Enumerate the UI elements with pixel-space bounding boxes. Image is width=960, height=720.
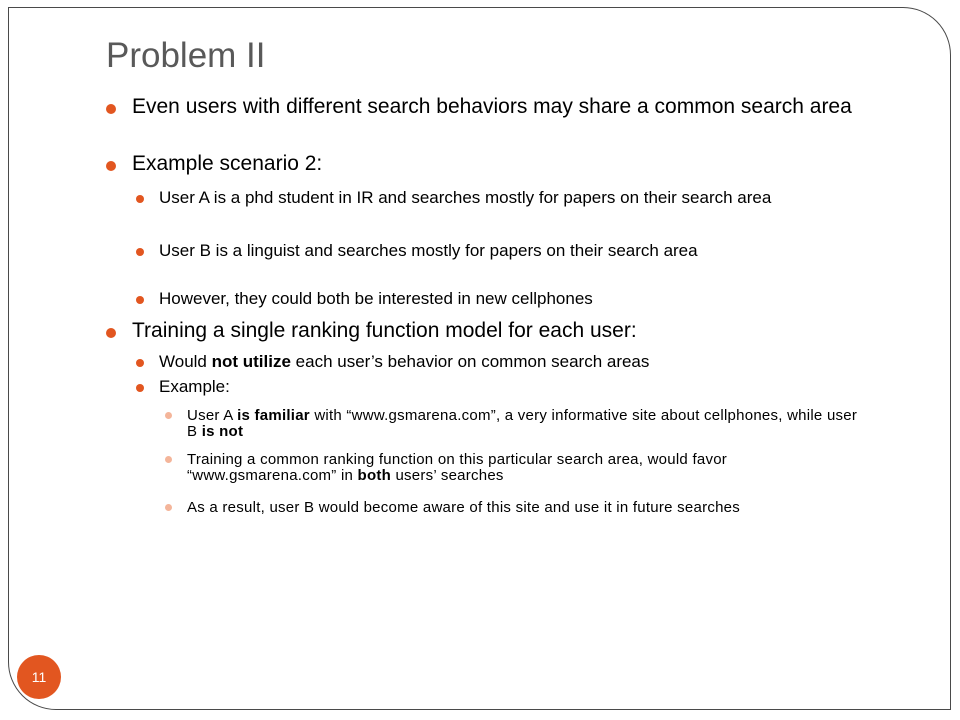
bullet-dot	[106, 328, 116, 338]
sub-bullet-item	[159, 353, 894, 371]
bullet-text: Example scenario 2:	[132, 152, 323, 175]
slide-title: Problem II	[106, 36, 266, 75]
bullet-text-part: User A	[187, 407, 238, 424]
bullet-item	[132, 320, 912, 342]
bullet-text: User A is a phd student in IR and searches mostly for papers on their search area	[159, 188, 772, 207]
sub-sub-bullet-item	[187, 500, 867, 516]
sub-bullet-item	[159, 189, 894, 207]
bullet-text: Example:	[159, 377, 230, 396]
bullet-dot	[136, 384, 144, 392]
bullet-dot	[106, 104, 116, 114]
bullet-item	[132, 153, 912, 175]
bullet-text: Training a single ranking function model for each user:	[132, 319, 637, 342]
bullet-item	[132, 96, 912, 118]
sub-sub-bullet-item	[187, 452, 867, 484]
page-number-badge: 11	[17, 655, 61, 699]
bullet-text-post: each user’s behavior on common search areas	[290, 352, 650, 371]
bullet-dot	[165, 412, 172, 419]
bullet-text-part: with “www.gsmarena.com”, a very informative site about cellphones, while user B	[187, 407, 858, 440]
bullet-text: Even users with different search behaviors may share a common search area	[132, 95, 852, 118]
bullet-text: However, they could both be interested in new cellphones	[159, 289, 593, 308]
bullet-text-bold: is familiar	[237, 407, 310, 424]
bullet-text-bold: not utilize	[211, 352, 291, 371]
bullet-dot	[136, 195, 144, 203]
bullet-text: As a result, user B would become aware of this site and use it in future searches	[187, 499, 741, 516]
bullet-text-pre: Would	[159, 352, 212, 371]
bullet-dot	[165, 456, 172, 463]
sub-bullet-item	[159, 242, 894, 260]
bullet-dot	[136, 359, 144, 367]
bullet-dot	[106, 161, 116, 171]
bullet-dot	[165, 504, 172, 511]
sub-bullet-item	[159, 290, 894, 308]
bullet-text-part: Training a common ranking function on this particular search area, would favor “www.gsmarena.com” in	[187, 451, 728, 484]
sub-sub-bullet-item	[187, 408, 867, 440]
bullet-text-bold: both	[357, 467, 392, 484]
bullet-dot	[136, 296, 144, 304]
bullet-text-part: users’ searches	[391, 467, 504, 484]
bullet-text: User B is a linguist and searches mostly for papers on their search area	[159, 241, 698, 260]
bullet-text-bold: is not	[201, 423, 244, 440]
sub-bullet-item	[159, 378, 894, 396]
bullet-dot	[136, 248, 144, 256]
